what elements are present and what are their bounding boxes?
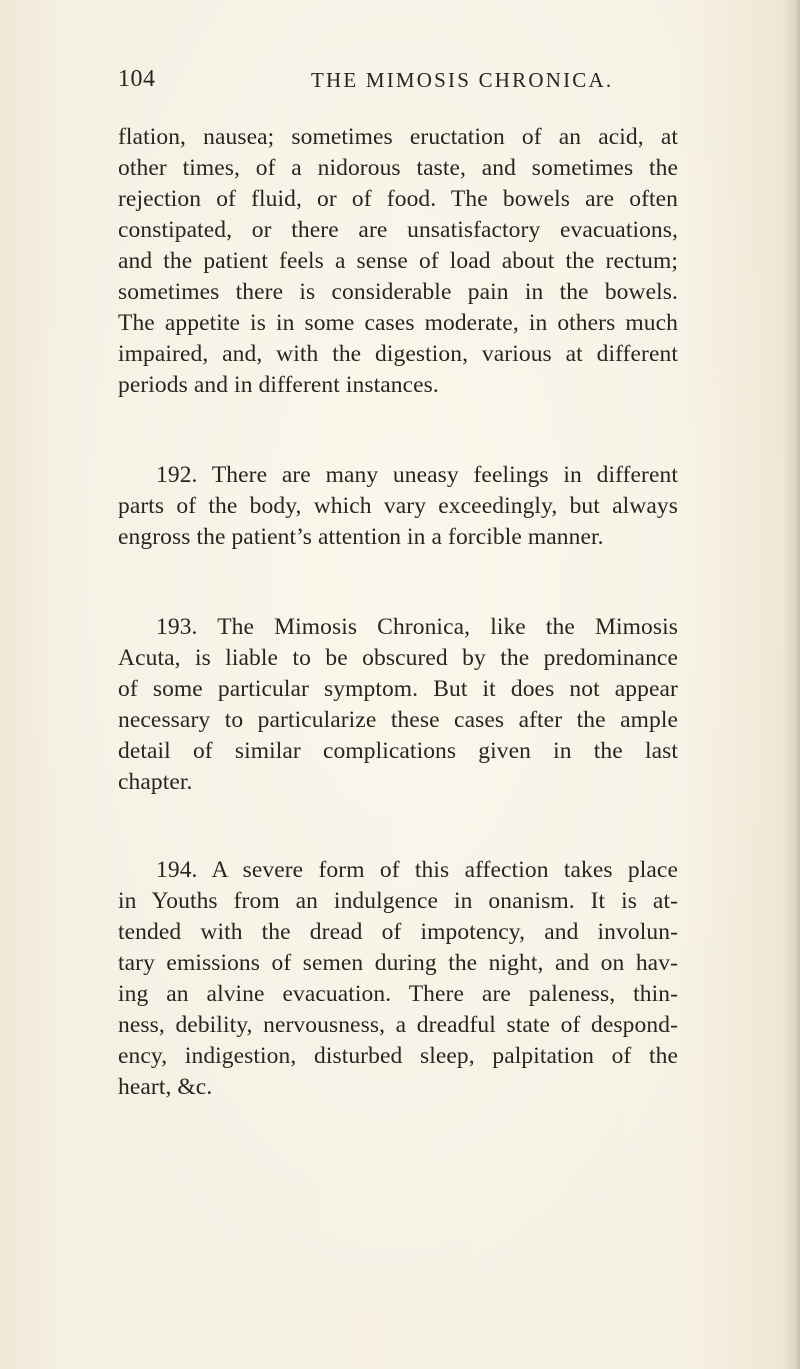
text-line: The appetite is in some cases moderate, in others much [118,310,678,336]
text-line: Acuta, is liable to be obscured by the predominance [118,645,678,671]
text-line: constipated, or there are unsatisfactory evacuations, [118,217,678,243]
text-line: tended with the dread of impotency, and involun- [118,919,678,945]
text-line: periods and in different instances. [118,372,439,398]
text-line: 193. The Mimosis Chronica, like the Mimosis [156,614,678,640]
text-line: of some particular symptom. But it does not appear [118,676,678,702]
text-line: 194. A severe form of this affection takes place [156,857,678,883]
text-line: flation, nausea; sometimes eructation of an acid, at [118,124,678,150]
page-edge-shadow [782,0,800,1369]
text-line: 192. There are many uneasy feelings in different [156,462,678,488]
text-line: necessary to particularize these cases after the ample [118,707,678,733]
text-line: and the patient feels a sense of load about the rectum; [118,248,678,274]
text-line: ness, debility, nervousness, a dreadful state of despond- [118,1012,678,1038]
text-line: engross the patient’s attention in a forcible manner. [118,524,604,550]
text-line: ing an alvine evacuation. There are paleness, thin- [118,981,678,1007]
text-line: heart, &c. [118,1074,213,1100]
text-line: impaired, and, with the digestion, various at different [118,341,678,367]
running-head: THE MIMOSIS CHRONICA. [311,68,614,92]
text-line: parts of the body, which vary exceedingly, but always [118,493,678,519]
text-line: rejection of fluid, or of food. The bowels are often [118,186,678,212]
page-header [118,66,678,96]
text-line: in Youths from an indulgence in onanism. It is at- [118,888,678,914]
page-number: 104 [118,66,156,92]
text-line: detail of similar complications given in the last [118,738,678,764]
text-line: ency, indigestion, disturbed sleep, palpitation of the [118,1043,678,1069]
text-line: chapter. [118,769,193,795]
text-line: tary emissions of semen during the night, and on hav- [118,950,678,976]
text-line: other times, of a nidorous taste, and sometimes the [118,155,678,181]
text-line: sometimes there is considerable pain in the bowels. [118,279,678,305]
